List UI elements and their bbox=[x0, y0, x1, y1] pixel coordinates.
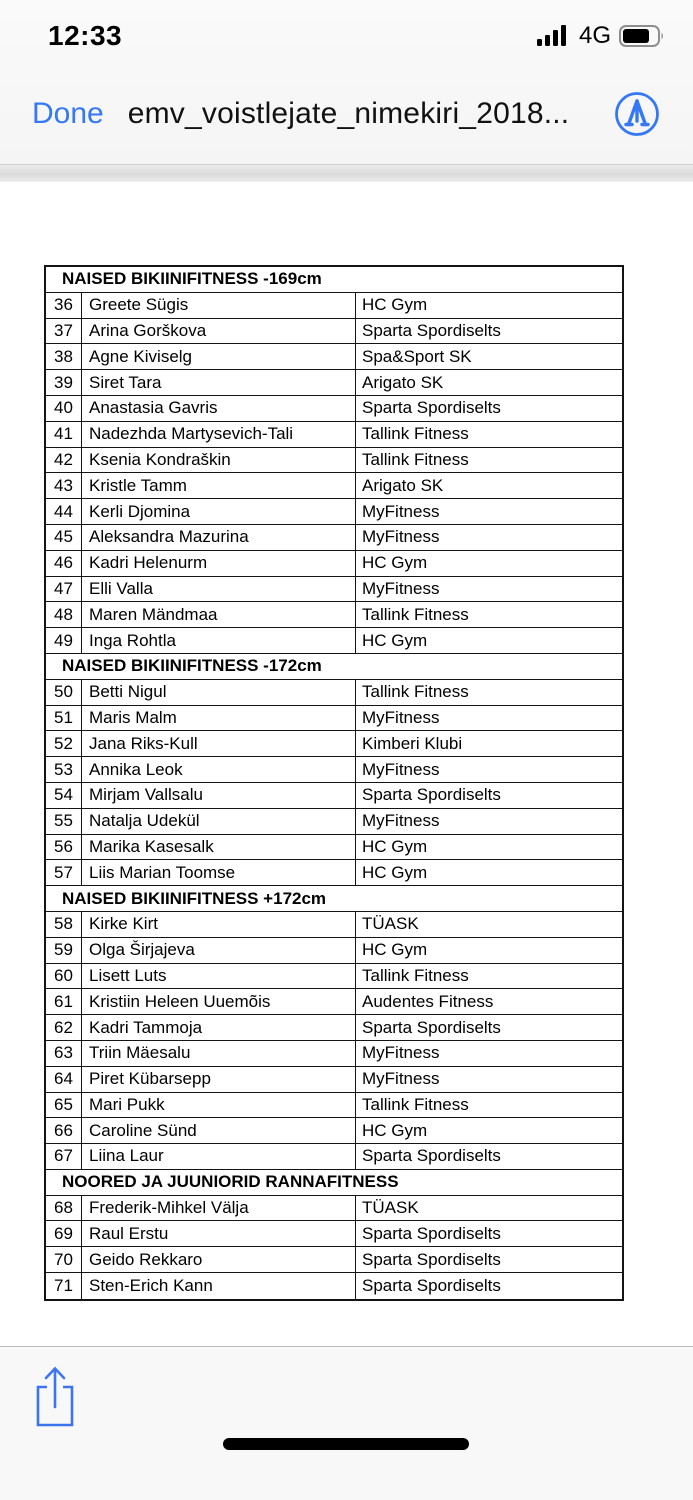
network-type-label: 4G bbox=[578, 22, 611, 49]
competitor-club: Arigato SK bbox=[362, 372, 444, 392]
competitor-number: 47 bbox=[46, 577, 82, 602]
competitor-number: 38 bbox=[46, 344, 82, 369]
competitor-name: Aleksandra Mazurina bbox=[82, 525, 356, 550]
share-icon bbox=[32, 1419, 78, 1434]
competitor-club: MyFitness bbox=[362, 527, 440, 547]
table-row bbox=[46, 783, 622, 809]
competitor-name: Lisett Luts bbox=[82, 964, 356, 989]
competitor-club: Sparta Spordiselts bbox=[362, 1017, 501, 1037]
competitor-club: Kimberi Klubi bbox=[362, 733, 463, 753]
table-row bbox=[46, 602, 622, 628]
table-row bbox=[46, 628, 622, 654]
competitor-number: 56 bbox=[46, 835, 82, 860]
competitor-number: 43 bbox=[46, 473, 82, 498]
competitor-name: Geido Rekkaro bbox=[82, 1247, 356, 1272]
status-bar bbox=[0, 0, 693, 64]
table-row bbox=[46, 396, 622, 422]
competitor-number: 58 bbox=[46, 912, 82, 937]
done-button[interactable]: Done bbox=[32, 97, 104, 130]
competitor-club: MyFitness bbox=[362, 811, 440, 831]
competitor-name: Agne Kiviselg bbox=[82, 344, 356, 369]
section-header-row bbox=[46, 886, 622, 912]
nav-bar bbox=[0, 64, 693, 164]
competitor-club: Sparta Spordiselts bbox=[362, 1146, 501, 1166]
competitor-number: 67 bbox=[46, 1144, 82, 1169]
table-row bbox=[46, 577, 622, 603]
competitor-name: Kristle Tamm bbox=[82, 473, 356, 498]
competitor-name: Kerli Djomina bbox=[82, 499, 356, 524]
table-row bbox=[46, 1144, 622, 1170]
competitor-number: 57 bbox=[46, 860, 82, 885]
competitor-name: Caroline Sünd bbox=[82, 1118, 356, 1143]
table-row bbox=[46, 680, 622, 706]
competitor-number: 62 bbox=[46, 1015, 82, 1040]
table-row bbox=[46, 757, 622, 783]
competitor-number: 68 bbox=[46, 1196, 82, 1221]
competitor-club: MyFitness bbox=[362, 1043, 440, 1063]
competitor-number: 46 bbox=[46, 551, 82, 576]
competitor-club: MyFitness bbox=[362, 759, 440, 779]
competitor-number: 36 bbox=[46, 293, 82, 318]
table-row bbox=[46, 912, 622, 938]
table-row bbox=[46, 1196, 622, 1222]
competitor-number: 52 bbox=[46, 731, 82, 756]
competitor-number: 53 bbox=[46, 757, 82, 782]
competitor-club: Tallink Fitness bbox=[362, 604, 469, 624]
table-row bbox=[46, 319, 622, 345]
competitor-number: 69 bbox=[46, 1221, 82, 1246]
table-row bbox=[46, 293, 622, 319]
competitor-name: Piret Kübarsepp bbox=[82, 1067, 356, 1092]
competitor-number: 65 bbox=[46, 1093, 82, 1118]
competitor-name: Siret Tara bbox=[82, 370, 356, 395]
competitor-name: Nadezhda Martysevich-Tali bbox=[82, 422, 356, 447]
competitor-name: Triin Mäesalu bbox=[82, 1041, 356, 1066]
competitor-club: Arigato SK bbox=[362, 475, 444, 495]
competitor-club: Sparta Spordiselts bbox=[362, 1275, 501, 1295]
table-row bbox=[46, 809, 622, 835]
status-icons bbox=[537, 22, 665, 50]
table-row bbox=[46, 551, 622, 577]
competitor-number: 60 bbox=[46, 964, 82, 989]
competitor-number: 37 bbox=[46, 319, 82, 344]
competitor-name: Inga Rohtla bbox=[82, 628, 356, 653]
table-row bbox=[46, 1247, 622, 1273]
competitor-name: Arina Gorškova bbox=[82, 319, 356, 344]
competitor-name: Sten-Erich Kann bbox=[82, 1273, 356, 1299]
competitor-name: Ksenia Kondraškin bbox=[82, 448, 356, 473]
table-row bbox=[46, 448, 622, 474]
competitor-number: 70 bbox=[46, 1247, 82, 1272]
competitor-club: Tallink Fitness bbox=[362, 965, 469, 985]
competitor-name: Jana Riks-Kull bbox=[82, 731, 356, 756]
competitor-club: Sparta Spordiselts bbox=[362, 1223, 501, 1243]
competitor-club: Sparta Spordiselts bbox=[362, 785, 501, 805]
competitor-name: Kristiin Heleen Uuemõis bbox=[82, 989, 356, 1014]
competitor-name: Frederik-Mihkel Välja bbox=[82, 1196, 356, 1221]
table-row bbox=[46, 344, 622, 370]
competitor-name: Elli Valla bbox=[82, 577, 356, 602]
competitor-club: HC Gym bbox=[362, 295, 428, 315]
table-row bbox=[46, 422, 622, 448]
section-header-row bbox=[46, 1170, 622, 1196]
competitor-name: Anastasia Gavris bbox=[82, 396, 356, 421]
competitor-club: HC Gym bbox=[362, 862, 428, 882]
competitor-name: Maris Malm bbox=[82, 706, 356, 731]
battery-icon bbox=[619, 25, 665, 47]
competitor-club: MyFitness bbox=[362, 1069, 440, 1089]
competitor-name: Betti Nigul bbox=[82, 680, 356, 705]
section-header-row bbox=[46, 654, 622, 680]
competitor-club: Tallink Fitness bbox=[362, 449, 469, 469]
competitor-club: Sparta Spordiselts bbox=[362, 398, 501, 418]
competitor-club: HC Gym bbox=[362, 630, 428, 650]
competitor-club: HC Gym bbox=[362, 553, 428, 573]
competitor-name: Annika Leok bbox=[82, 757, 356, 782]
section-header-label: NAISED BIKIINIFITNESS -169cm bbox=[62, 269, 322, 289]
competitor-name: Mari Pukk bbox=[82, 1093, 356, 1118]
competitor-club: HC Gym bbox=[362, 1120, 428, 1140]
competitor-club: TÜASK bbox=[362, 914, 419, 934]
competitor-club: MyFitness bbox=[362, 707, 440, 727]
competitor-number: 64 bbox=[46, 1067, 82, 1092]
table-row bbox=[46, 1273, 622, 1299]
competitor-club: Audentes Fitness bbox=[362, 991, 494, 1011]
top-chrome bbox=[0, 0, 693, 165]
competitor-name: Kadri Helenurm bbox=[82, 551, 356, 576]
competitor-club: TÜASK bbox=[362, 1198, 419, 1218]
table-row bbox=[46, 1067, 622, 1093]
competitor-club: HC Gym bbox=[362, 940, 428, 960]
competitor-number: 41 bbox=[46, 422, 82, 447]
competitor-number: 48 bbox=[46, 602, 82, 627]
table-row bbox=[46, 706, 622, 732]
competitor-club: MyFitness bbox=[362, 501, 440, 521]
markup-pen-icon bbox=[613, 126, 661, 141]
competitor-name: Raul Erstu bbox=[82, 1221, 356, 1246]
table-row bbox=[46, 835, 622, 861]
competitor-name: Kirke Kirt bbox=[82, 912, 356, 937]
competitor-club: Sparta Spordiselts bbox=[362, 320, 501, 340]
nav-shadow bbox=[0, 165, 693, 182]
competitor-table bbox=[44, 265, 624, 1301]
competitor-club: Sparta Spordiselts bbox=[362, 1249, 501, 1269]
competitor-number: 61 bbox=[46, 989, 82, 1014]
table-row bbox=[46, 1118, 622, 1144]
competitor-number: 51 bbox=[46, 706, 82, 731]
document-page[interactable] bbox=[0, 182, 693, 1346]
competitor-name: Marika Kasesalk bbox=[82, 835, 356, 860]
competitor-number: 54 bbox=[46, 783, 82, 808]
table-row bbox=[46, 964, 622, 990]
table-row bbox=[46, 731, 622, 757]
competitor-number: 39 bbox=[46, 370, 82, 395]
table-row bbox=[46, 1221, 622, 1247]
competitor-club: Spa&Sport SK bbox=[362, 346, 472, 366]
section-header-row bbox=[46, 267, 622, 293]
competitor-club: HC Gym bbox=[362, 836, 428, 856]
competitor-name: Maren Mändmaa bbox=[82, 602, 356, 627]
share-button[interactable] bbox=[28, 1359, 82, 1435]
table-row bbox=[46, 1041, 622, 1067]
status-time: 12:33 bbox=[48, 20, 123, 51]
section-header-label: NAISED BIKIINIFITNESS -172cm bbox=[62, 656, 322, 676]
competitor-club: Tallink Fitness bbox=[362, 1094, 469, 1114]
competitor-club: Tallink Fitness bbox=[362, 424, 469, 444]
bottom-toolbar bbox=[0, 1346, 693, 1500]
competitor-name: Mirjam Vallsalu bbox=[82, 783, 356, 808]
competitor-number: 44 bbox=[46, 499, 82, 524]
competitor-number: 45 bbox=[46, 525, 82, 550]
markup-button[interactable] bbox=[613, 90, 661, 138]
table-row bbox=[46, 1015, 622, 1041]
signal-bars-icon bbox=[537, 25, 571, 47]
competitor-number: 42 bbox=[46, 448, 82, 473]
table-row bbox=[46, 1093, 622, 1119]
competitor-club: Tallink Fitness bbox=[362, 682, 469, 702]
competitor-number: 49 bbox=[46, 628, 82, 653]
competitor-name: Greete Sügis bbox=[82, 293, 356, 318]
competitor-number: 63 bbox=[46, 1041, 82, 1066]
competitor-name: Liis Marian Toomse bbox=[82, 860, 356, 885]
section-header-label: NAISED BIKIINIFITNESS +172cm bbox=[62, 888, 327, 908]
section-header-label: NOORED JA JUUNIORID RANNAFITNESS bbox=[62, 1172, 399, 1192]
competitor-number: 59 bbox=[46, 938, 82, 963]
competitor-number: 55 bbox=[46, 809, 82, 834]
table-row bbox=[46, 499, 622, 525]
competitor-number: 50 bbox=[46, 680, 82, 705]
table-row bbox=[46, 525, 622, 551]
table-row bbox=[46, 370, 622, 396]
document-title: emv_voistlejate_nimekiri_2018... bbox=[127, 97, 570, 130]
competitor-number: 66 bbox=[46, 1118, 82, 1143]
competitor-name: Kadri Tammoja bbox=[82, 1015, 356, 1040]
competitor-name: Liina Laur bbox=[82, 1144, 356, 1169]
competitor-club: MyFitness bbox=[362, 578, 440, 598]
table-row bbox=[46, 860, 622, 886]
home-indicator[interactable] bbox=[223, 1438, 469, 1450]
competitor-number: 40 bbox=[46, 396, 82, 421]
competitor-name: Olga Širjajeva bbox=[82, 938, 356, 963]
competitor-name: Natalja Udekül bbox=[82, 809, 356, 834]
table-row bbox=[46, 989, 622, 1015]
competitor-number: 71 bbox=[46, 1273, 82, 1299]
table-row bbox=[46, 473, 622, 499]
table-row bbox=[46, 938, 622, 964]
